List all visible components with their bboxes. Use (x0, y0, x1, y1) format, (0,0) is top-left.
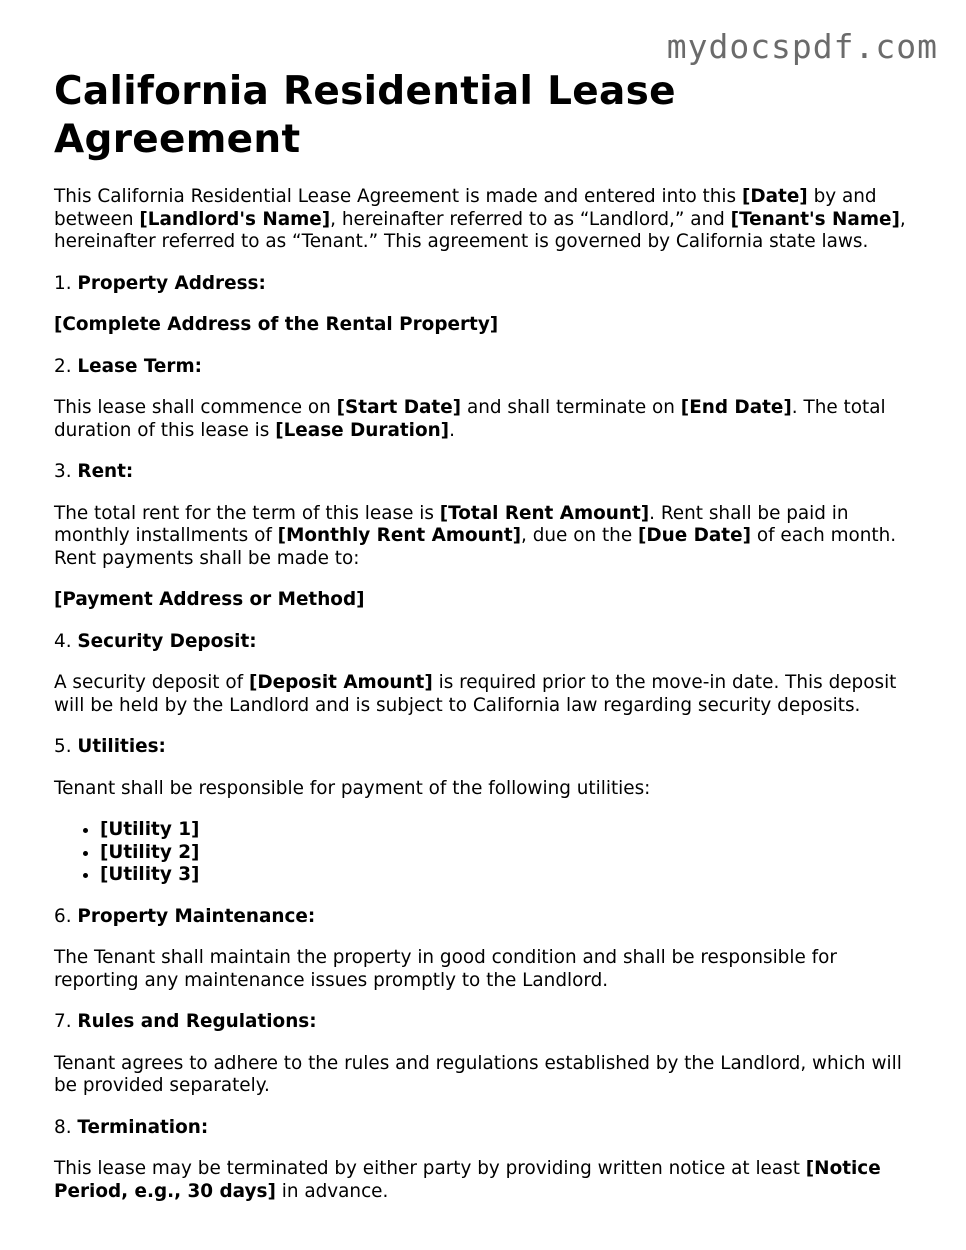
section-heading-lease-term: 2. Lease Term: (54, 355, 202, 377)
tenant-name-placeholder: [Tenant's Name] (730, 208, 900, 230)
section-heading-rent: 3. Rent: (54, 461, 134, 482)
property-address-placeholder: [Complete Address of the Rental Property] (54, 314, 499, 335)
section-heading-rules: 7. Rules and Regulations: (54, 1011, 317, 1032)
list-item: • [Utility 1] (100, 819, 914, 842)
start-date-placeholder: [Start Date] (336, 397, 462, 418)
monthly-rent-placeholder: [Monthly Rent Amount] (277, 525, 522, 546)
end-date-placeholder: [End Date] (680, 397, 792, 418)
payment-method-placeholder: [Payment Address or Method] (54, 589, 365, 610)
section-heading-utilities: 5. Utilities: (54, 736, 166, 757)
security-deposit-paragraph: A security deposit of [Deposit Amount] is required prior to the move-in date. This deposit will be held by the Landlord and is subject to California law regarding security deposits. (54, 672, 897, 716)
intro-paragraph: This California Residential Lease Agreement is made and entered into this [Date] by and between [Landlord's Name], hereinafter referred to as “Landlord,” and [Tenant's Name], hereinafter referred to as “Tenant.” This agreement is governed by California state laws. (54, 186, 906, 252)
date-placeholder: [Date] (741, 186, 808, 207)
document-title: California Residential Lease Agreement (54, 69, 676, 162)
watermark: mydocspdf.com (666, 27, 938, 66)
utilities-paragraph: Tenant shall be responsible for payment of the following utilities: (54, 777, 651, 799)
lease-duration-placeholder: [Lease Duration] (275, 419, 450, 441)
section-heading-security-deposit: 4. Security Deposit: (54, 630, 257, 652)
rent-paragraph: The total rent for the term of this lease is [Total Rent Amount]. Rent shall be paid in monthly installments of [Monthly Rent Amount], due on the [Due Date] of each month. Rent payments shall be made to: (54, 502, 897, 569)
maintenance-paragraph: The Tenant shall maintain the property in good condition and shall be responsible for reporting any maintenance issues promptly to the Landlord. (54, 947, 837, 991)
list-item: • [Utility 3] (100, 864, 914, 887)
utilities-list (54, 819, 914, 887)
landlord-name-placeholder: [Landlord's Name] (139, 208, 331, 230)
section-heading-property-maintenance: 6. Property Maintenance: (54, 905, 316, 927)
section-heading-property-address: 1. Property Address: (54, 272, 266, 294)
lease-term-paragraph: This lease shall commence on [Start Date] and shall terminate on [End Date]. The total duration of this lease is [Lease Duration]. (54, 397, 886, 441)
due-date-placeholder: [Due Date] (637, 525, 751, 546)
total-rent-placeholder: [Total Rent Amount] (439, 502, 650, 524)
termination-paragraph: This lease may be terminated by either party by providing written notice at least [Notice Period, e.g., 30 days] in advance. (54, 1158, 881, 1202)
section-heading-termination: 8. Termination: (54, 1116, 209, 1138)
document-page (54, 68, 914, 1222)
notice-period-placeholder: [Notice Period, e.g., 30 days] (54, 1158, 881, 1202)
list-item: • [Utility 2] (100, 842, 914, 865)
rules-paragraph: Tenant agrees to adhere to the rules and regulations established by the Landlord, which will be provided separately. (54, 1052, 902, 1096)
deposit-amount-placeholder: [Deposit Amount] (248, 672, 433, 693)
